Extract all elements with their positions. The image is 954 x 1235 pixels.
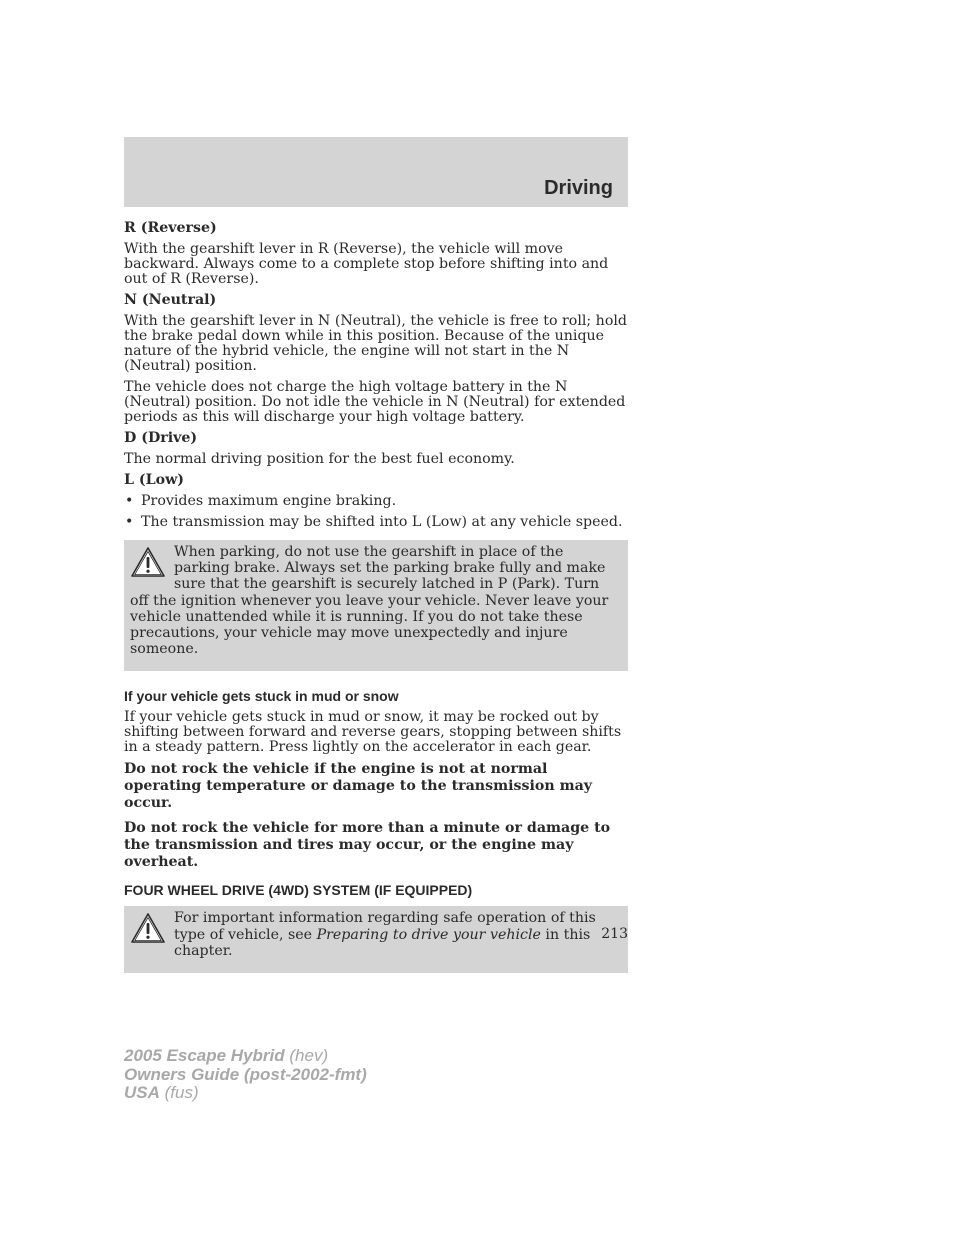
parking-warning-box <box>124 540 628 671</box>
page-number: 213 <box>601 926 628 942</box>
chapter-title: Driving <box>544 177 613 199</box>
parking-warning-text: When parking, do not use the gearshift in place of the parking brake. Always set the parking brake fully and make sure that the gearshift is securely latched in P (Park). Turn off the ignition whenever you leave your vehicle. Never leave your vehicle unattended while it is running. If you do not take these precautions, your vehicle may move unexpectedly and injure someone. <box>130 544 609 658</box>
neutral-text-1: With the gearshift lever in N (Neutral), the vehicle is free to roll; hold the brake pedal down while in this position. Because of the unique nature of the hybrid vehicle, the engine will not start in the N (Neutral) position. <box>124 313 627 374</box>
neutral-term: N (Neutral) <box>124 292 217 308</box>
footer-line-3: USA (fus) <box>124 1083 199 1102</box>
chapter-header <box>124 137 628 207</box>
document-footer <box>124 1047 367 1103</box>
fourwd-warning-text: For important information regarding safe operation of this type of vehicle, see Preparing to drive your vehicle in this chapter. <box>174 910 596 959</box>
warning-triangle-icon <box>130 912 166 944</box>
stuck-caution-2: Do not rock the vehicle for more than a minute or damage to the transmission and tires may occur, or the engine may overheat. <box>124 820 611 871</box>
footer-line-1: 2005 Escape Hybrid (hev) <box>124 1046 329 1065</box>
warning-triangle-icon <box>130 546 166 578</box>
reverse-term: R (Reverse) <box>124 220 217 236</box>
page-content <box>124 221 628 991</box>
drive-term: D (Drive) <box>124 430 198 446</box>
bullet-icon: • <box>125 514 134 530</box>
list-item: • Provides maximum engine braking. <box>125 493 397 509</box>
bullet-icon: • <box>125 493 134 509</box>
low-bullet-list <box>124 494 628 530</box>
low-term: L (Low) <box>124 472 184 488</box>
neutral-text-2: The vehicle does not charge the high voltage battery in the N (Neutral) position. Do not idle the vehicle in N (Neutral) for extended periods as this will discharge your high voltage battery. <box>124 379 626 425</box>
stuck-text: If your vehicle gets stuck in mud or snow, it may be rocked out by shifting between forward and reverse gears, stopping between shifts in a steady pattern. Press lightly on the accelerator in each gear. <box>124 709 622 756</box>
stuck-heading: If your vehicle gets stuck in mud or snow <box>124 688 399 705</box>
list-item: • The transmission may be shifted into L (Low) at any vehicle speed. <box>125 514 623 530</box>
chapter-reference: Preparing to drive your vehicle <box>316 926 541 943</box>
fourwd-heading: FOUR WHEEL DRIVE (4WD) SYSTEM (IF EQUIPPED) <box>124 882 473 899</box>
footer-line-2: Owners Guide (post-2002-fmt) <box>124 1064 367 1084</box>
reverse-text: With the gearshift lever in R (Reverse), the vehicle will move backward. Always come to a complete stop before shifting into and out of R (Reverse). <box>124 241 609 287</box>
stuck-caution-1: Do not rock the vehicle if the engine is not at normal operating temperature or damage to the transmission may occur. <box>124 761 593 812</box>
fourwd-warning-box <box>124 906 628 973</box>
drive-text: The normal driving position for the best fuel economy. <box>124 451 515 467</box>
